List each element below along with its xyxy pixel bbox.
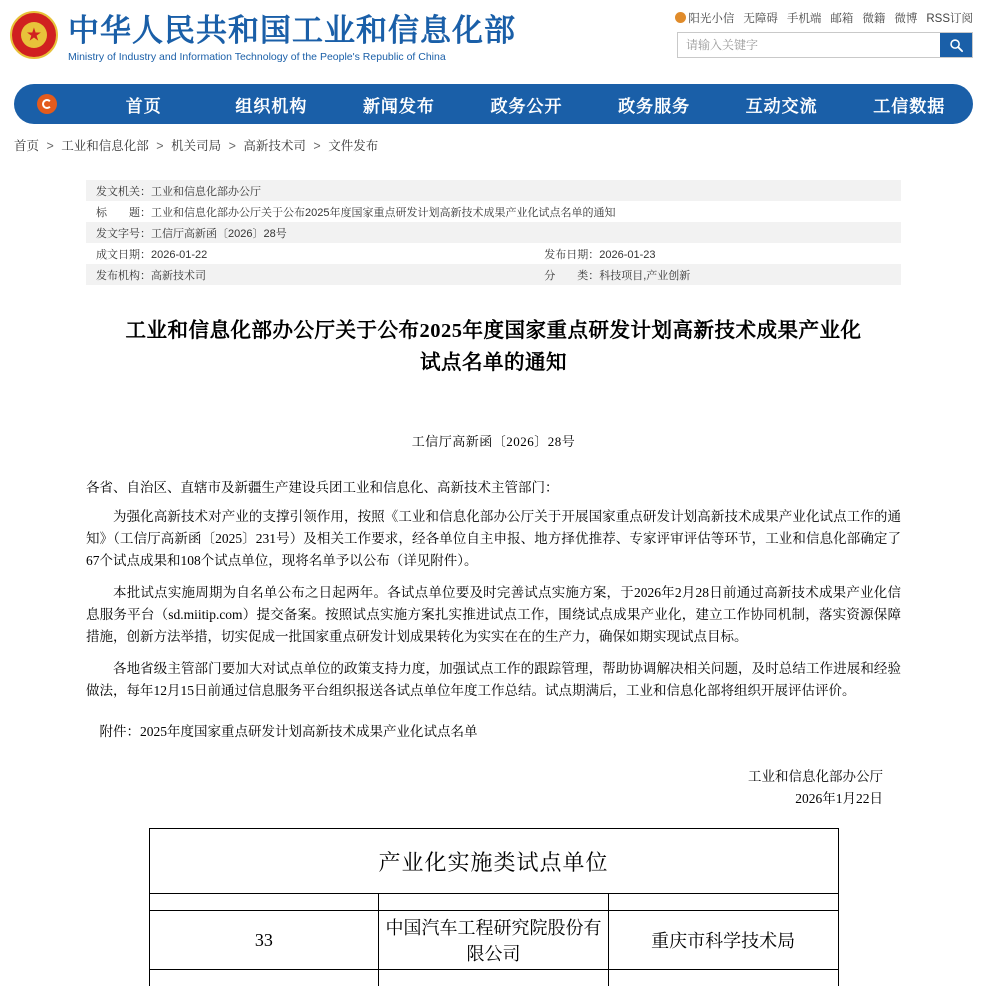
meta-cell [86,243,534,264]
document-paragraph-1: 为强化高新技术对产业的支撑引领作用，按照《工业和信息化部办公厅关于开展国家重点研发计划高新技术成果产业化试点工作的通知》（工信厅高新函〔2025〕231号）及相关工作要求，经各单位自主申报、地方择优推荐、专家评审评估等环节，工业和信息化部确定了67个试点成果和108个试点单位，现将名单予以公布（详见附件）。 [86,509,901,568]
meta-value-title: 工业和信息化部办公厅关于公布2025年度国家重点研发计划高新技术成果产业化试点名单的通知 [151,206,616,219]
appendix-spacer-cell [608,894,838,911]
document-title: 工业和信息化部办公厅关于公布2025年度国家重点研发计划高新技术成果产业化试点名单的通知 [125,320,862,374]
appendix-title-row [149,829,838,894]
header-link-mail[interactable]: 邮箱 [830,13,854,25]
meta-value-docnumber: 工信厅高新函〔2026〕28号 [151,227,287,240]
sunshine-icon [675,12,686,23]
meta-cell [534,243,901,264]
site-title-cn: 中华人民共和国工业和信息化部 [68,13,516,48]
nav-item-list [80,92,973,117]
search-icon [949,38,964,53]
breadcrumb-item-hightech[interactable]: 高新技术司 [243,139,306,153]
meta-label-publishdate: 发布日期： [544,248,600,261]
header-link-wechat[interactable]: 微籍 [862,13,886,25]
logo-mark-icon [37,94,57,114]
nav-item-home[interactable]: 首页 [125,96,162,116]
header-link-mobile[interactable]: 手机端 [786,13,822,25]
meta-cell [86,222,901,243]
header-link-sunshine[interactable]: 阳光小信 [675,10,734,26]
appendix-bottom-row [149,970,838,987]
miit-logo-icon [14,94,80,114]
signature-date: 2026年1月22日 [795,791,883,806]
meta-label-docnumber: 发文字号： [96,227,151,240]
site-title-en: Ministry of Industry and Information Technology of the People's Republic of China [68,51,446,63]
meta-row-dates [86,243,901,264]
nav-item-news[interactable]: 新闻发布 [362,96,435,116]
meta-label-title: 标 题： [96,206,151,219]
table-row [149,911,838,970]
nav-item-government-services[interactable]: 政务服务 [618,96,691,116]
emblem-star-icon [21,22,47,48]
breadcrumb-separator: > [228,139,236,153]
breadcrumb-item-home[interactable]: 首页 [14,139,40,153]
appendix-spacer-cell [379,970,609,987]
document-number: 工信厅高新函〔2026〕28号 [411,434,576,449]
breadcrumb-separator: > [313,139,321,153]
document-metadata-table [86,180,901,285]
breadcrumb-separator: > [46,139,54,153]
document-attachment-line: 附件：2025年度国家重点研发计划高新技术成果产业化试点名单 [99,724,478,739]
breadcrumb [14,136,973,154]
national-emblem-icon [10,11,58,59]
search-box[interactable] [677,32,973,58]
document-salutation: 各省、自治区、直辖市及新疆生产建设兵团工业和信息化、高新技术主管部门： [86,480,559,495]
meta-label-publishorg: 发布机构： [96,269,151,282]
meta-row-docnumber [86,222,901,243]
breadcrumb-item-documents[interactable]: 文件发布 [328,139,379,153]
document-container [86,180,901,810]
meta-cell [86,264,534,285]
nav-item-organization[interactable]: 组织机构 [235,96,308,116]
meta-value-writtendate: 2026-01-22 [151,248,208,261]
meta-value-issuer: 工业和信息化部办公厅 [151,185,261,198]
site-title [68,14,516,64]
appendix-cell-unit: 中国汽车工程研究院股份有限公司 [379,911,609,970]
header-link-weibo[interactable]: 微博 [894,13,918,25]
meta-value-publishorg: 高新技术司 [151,269,206,282]
search-button[interactable] [940,33,972,57]
appendix-spacer-row [149,894,838,911]
appendix-cell-org: 重庆市科学技术局 [608,911,838,970]
document-paragraph-3: 各地省级主管部门要加大对试点单位的政策支持力度，加强试点工作的跟踪管理，帮助协调解决相关问题，及时总结工作进展和经验做法，每年12月15日前通过信息服务平台组织报送各试点单位年度工作总结。试点期满后，工业和信息化部将组织开展评估评价。 [86,661,901,698]
appendix-spacer-cell [608,970,838,987]
meta-value-category: 科技项目,产业创新 [599,269,691,282]
header-link-accessibility[interactable]: 无障碍 [743,13,778,25]
document-signature [86,766,901,810]
appendix-cell-no: 33 [149,911,379,970]
meta-row-title [86,201,901,222]
meta-cell [86,180,901,201]
appendix-spacer-cell [149,970,379,987]
document-paragraph-2: 本批试点实施周期为自名单公布之日起两年。各试点单位要及时完善试点实施方案，于2026年2月28日前通过高新技术成果产业化信息服务平台（sd.miitip.com）提交备案。按照试点实施方案扎实推进试点工作，围绕试点成果产业化，建立工作协同机制，落实资源保障措施，创新方法举措，切实促成一批国家重点研发计划成果转化为实实在在的生产力，确保如期实现试点目标。 [86,585,901,644]
appendix-table [149,828,839,986]
site-header [0,0,987,84]
appendix-spacer-cell [149,894,379,911]
appendix-spacer-cell [379,894,609,911]
meta-row-org-category [86,264,901,285]
meta-label-category: 分 类： [544,269,600,282]
meta-cell [534,264,901,285]
meta-label-writtendate: 成文日期： [96,248,151,261]
header-links [675,10,973,26]
nav-item-interaction[interactable]: 互动交流 [745,96,818,116]
breadcrumb-item-departments[interactable]: 机关司局 [171,139,222,153]
nav-item-government-affairs[interactable]: 政务公开 [490,96,563,116]
main-navigation [14,84,973,124]
meta-row-issuer [86,180,901,201]
meta-label-issuer: 发文机关： [96,185,151,198]
breadcrumb-item-miit[interactable]: 工业和信息化部 [61,139,149,153]
appendix-title: 产业化实施类试点单位 [149,829,838,894]
signature-organization: 工业和信息化部办公厅 [748,769,883,784]
header-link-rss[interactable]: RSS订阅 [926,13,973,25]
meta-cell [86,201,901,222]
search-input[interactable] [678,33,940,57]
breadcrumb-separator: > [156,139,164,153]
meta-value-publishdate: 2026-01-23 [599,248,656,261]
nav-item-industry-data[interactable]: 工信数据 [873,96,946,116]
